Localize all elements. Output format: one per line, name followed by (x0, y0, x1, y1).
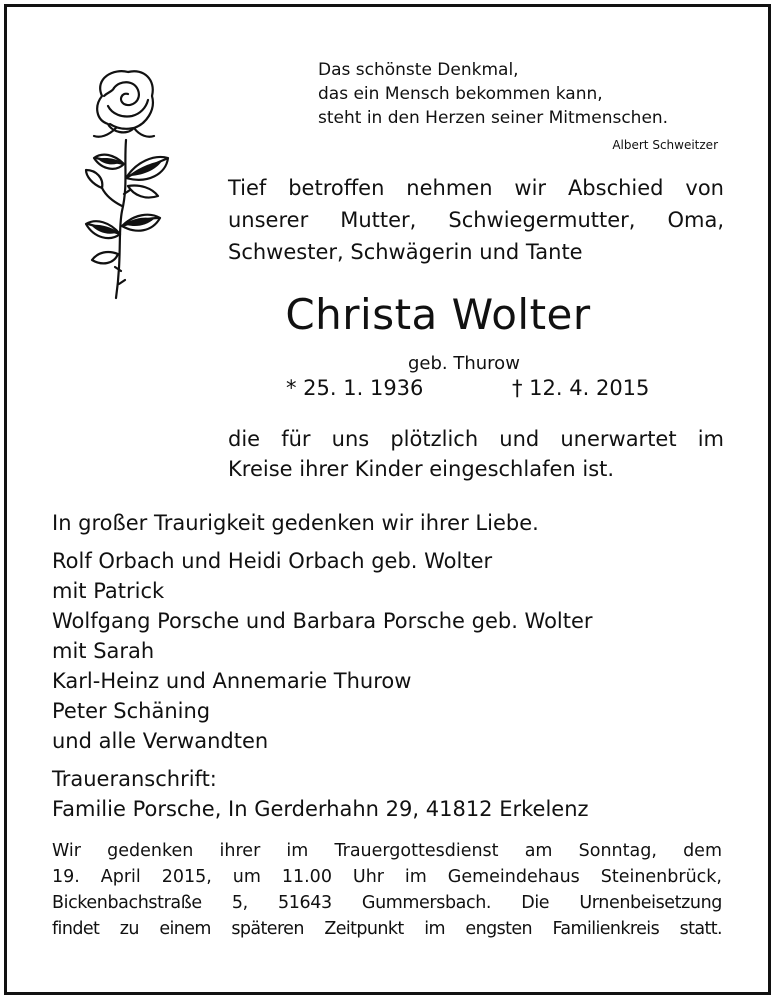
remembrance-line: In großer Traurigkeit gedenken wir ihrer Liebe. (52, 511, 539, 535)
mourner-line: Karl-Heinz und Annemarie Thurow (52, 669, 412, 693)
intro-text (228, 172, 724, 268)
service-text (52, 838, 722, 942)
intro-line: unserer Mutter, Schwiegermutter, Oma, (228, 208, 724, 232)
address-value: Familie Porsche, In Gerderhahn 29, 41812 Erkelenz (52, 797, 589, 821)
mourners-list (52, 546, 593, 756)
circumstance-text (228, 424, 724, 484)
mourner-line: Peter Schäning (52, 699, 211, 723)
intro-line: Tief betroffen nehmen wir Abschied von (228, 176, 724, 200)
address-block (52, 764, 589, 824)
birth-name: geb. Thurow (408, 353, 520, 374)
circumstance-line: die für uns plötzlich und unerwartet im (228, 427, 724, 451)
mourner-line: mit Patrick (52, 579, 165, 603)
mourner-line: und alle Verwandten (52, 729, 269, 753)
mourner-line: Wolfgang Porsche und Barbara Porsche geb. Wolter (52, 609, 593, 633)
circumstance-line: Kreise ihrer Kinder eingeschlafen ist. (228, 457, 615, 481)
service-line: Bickenbachstraße 5, 51643 Gummersbach. Die Urnenbeisetzung (52, 893, 722, 913)
birth-date: * 25. 1. 1936 (286, 376, 424, 400)
service-line: 19. April 2015, um 11.00 Uhr im Gemeindehaus Steinenbrück, (52, 867, 722, 887)
service-line: Wir gedenken ihrer im Trauergottesdienst am Sonntag, dem (52, 841, 722, 861)
intro-line: Schwester, Schwägerin und Tante (228, 240, 583, 264)
quote-line: Das schönste Denkmal, (318, 60, 519, 80)
address-label: Traueranschrift: (52, 767, 217, 791)
mourner-line: mit Sarah (52, 639, 155, 663)
quote-line: das ein Mensch bekommen kann, (318, 84, 603, 104)
deceased-name: Christa Wolter (285, 290, 591, 339)
rose-icon (64, 66, 182, 302)
quote-block (318, 58, 668, 130)
death-date: † 12. 4. 2015 (512, 376, 650, 400)
service-line: findet zu einem späteren Zeitpunkt im engsten Familienkreis statt. (52, 919, 722, 939)
quote-author: Albert Schweitzer (612, 138, 718, 152)
mourner-line: Rolf Orbach und Heidi Orbach geb. Wolter (52, 549, 493, 573)
quote-line: steht in den Herzen seiner Mitmenschen. (318, 108, 669, 128)
